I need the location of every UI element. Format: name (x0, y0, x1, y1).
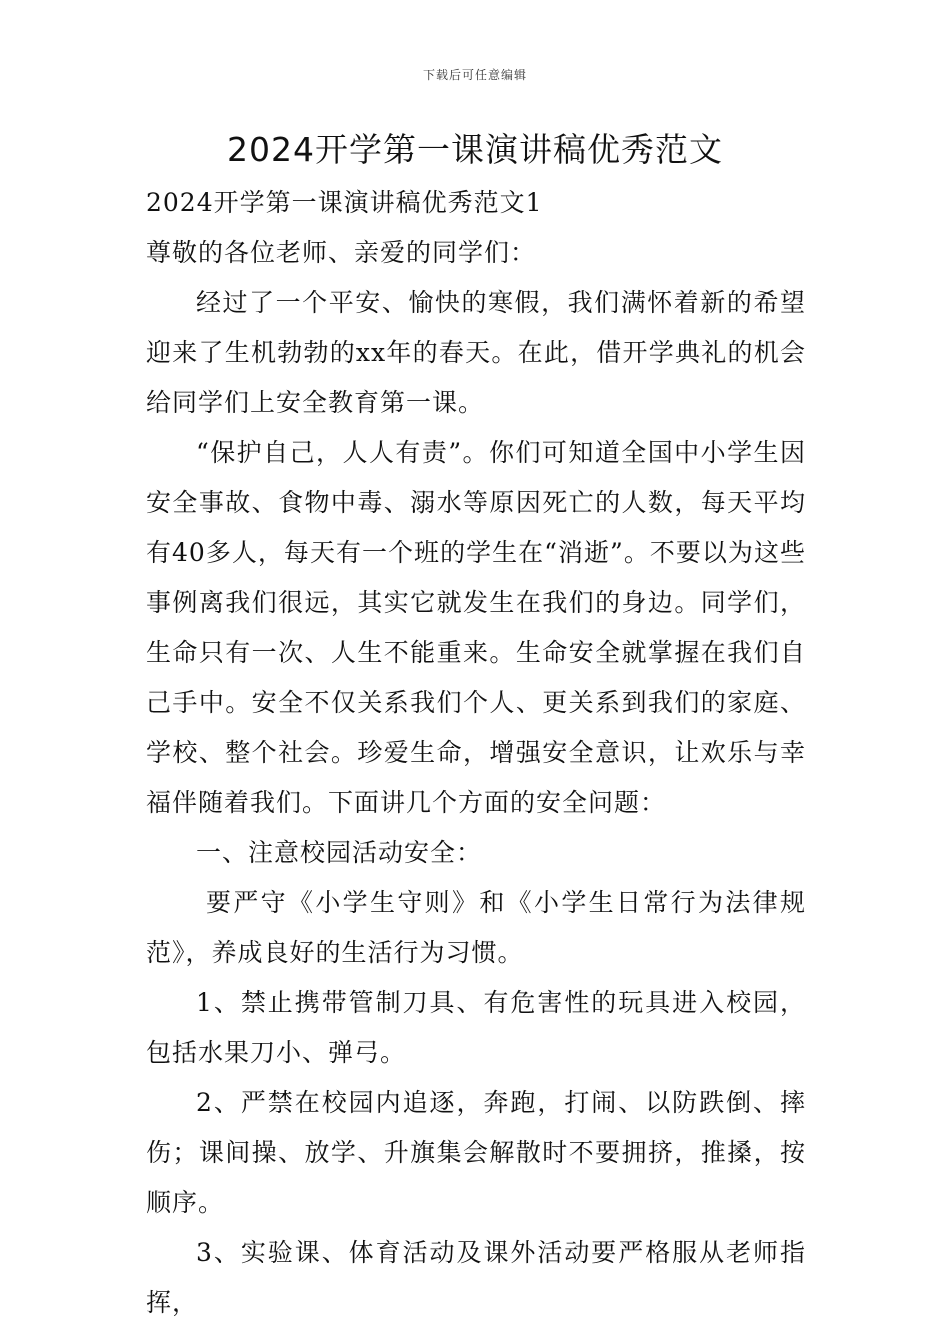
list-item-2: 2、严禁在校园内追逐，奔跑，打闹、以防跌倒、摔伤；课间操、放学、升旗集会解散时不要拥挤，推搡，按顺序。 (146, 1088, 806, 1217)
document-subtitle: 2024开学第一课演讲稿优秀范文1 (146, 188, 543, 217)
header-note: 下载后可任意编辑 (422, 68, 527, 82)
document-body (146, 178, 806, 1328)
document-title: 2024开学第一课演讲稿优秀范文 (227, 130, 723, 169)
section-heading: 一、注意校园活动安全： (196, 838, 483, 867)
list-item-3: 3、实验课、体育活动及课外活动要严格服从老师指挥， (146, 1238, 806, 1317)
paragraph-1: 经过了一个平安、愉快的寒假，我们满怀着新的希望迎来了生机勃勃的xx年的春天。在此，借开学典礼的机会给同学们上安全教育第一课。 (146, 288, 806, 417)
paragraph-3: 要严守《小学生守则》和《小学生日常行为法律规范》，养成良好的生活行为习惯。 (146, 888, 806, 967)
list-item-1: 1、禁止携带管制刀具、有危害性的玩具进入校园，包括水果刀小、弹弓。 (146, 988, 806, 1067)
paragraph-2: “保护自己，人人有责”。你们可知道全国中小学生因安全事故、食物中毒、溺水等原因死亡的人数，每天平均有40多人，每天有一个班的学生在“消逝”。不要以为这些事例离我们很远，其实它就发生在我们的身边。同学们，生命只有一次、人生不能重来。生命安全就掌握在我们自己手中。安全不仅关系我们个人、更关系到我们的家庭、学校、整个社会。珍爱生命，增强安全意识，让欢乐与幸福伴随着我们。下面讲几个方面的安全问题： (146, 438, 806, 817)
greeting-line: 尊敬的各位老师、亲爱的同学们： (146, 238, 537, 267)
